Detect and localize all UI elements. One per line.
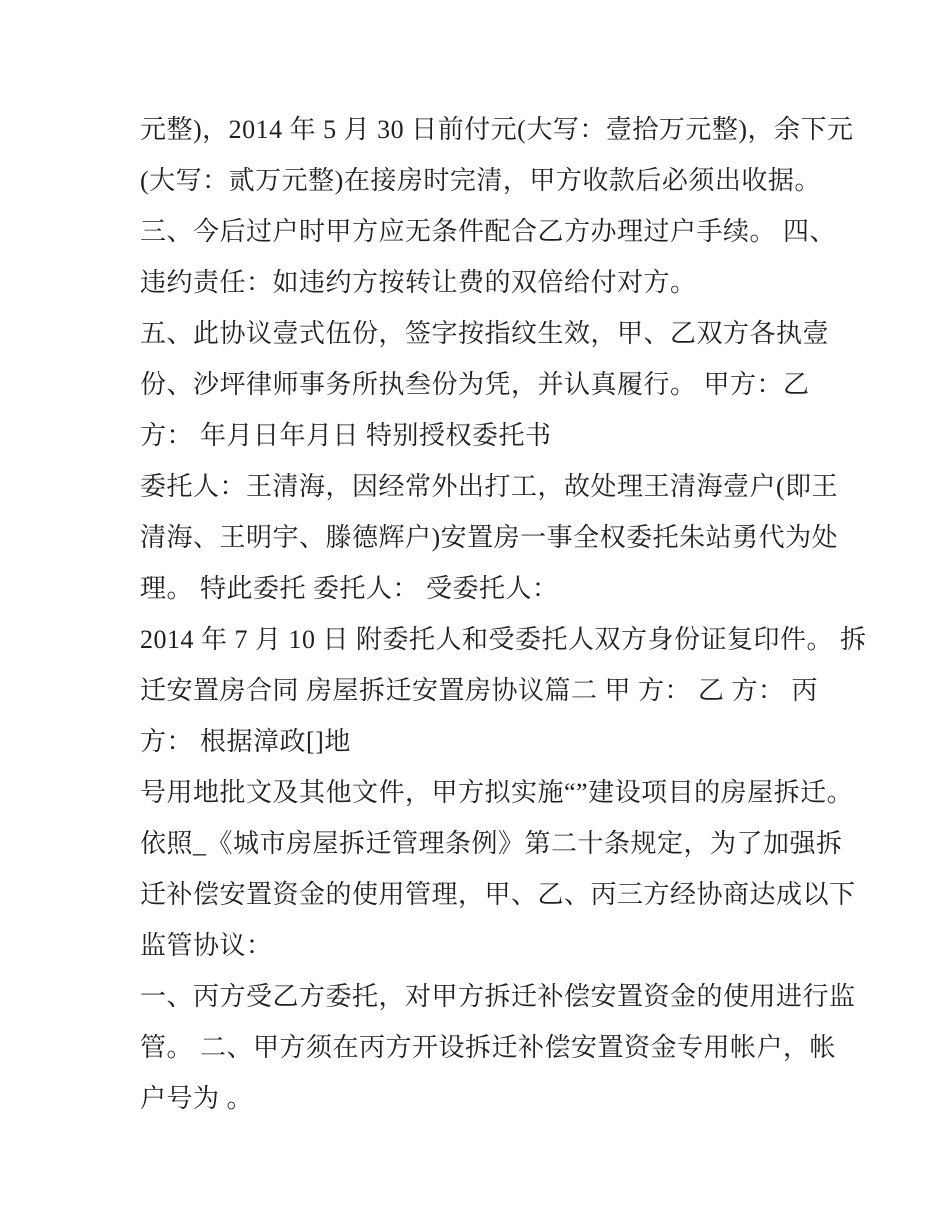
document-line: 份、沙坪律师事务所执叁份为凭，并认真履行。 甲方：乙 — [140, 370, 810, 399]
document-line: 元整)，2014 年 5 月 30 日前付元(大写：壹拾万元整)，余下元 — [140, 115, 854, 144]
document-line: (大写：贰万元整)在接房时完清，甲方收款后必须出收据。 — [140, 166, 821, 195]
document-line: 监管协议： — [140, 931, 273, 960]
document-line: 委托人：王清海，因经常外出打工，故处理王清海壹户(即王 — [140, 472, 839, 501]
document-line: 三、今后过户时甲方应无条件配合乙方办理过户手续。 四、 — [140, 217, 837, 246]
document-line: 理。 特此委托 委托人： 受委托人： — [140, 574, 559, 603]
document-line: 一、丙方受乙方委托，对甲方拆迁补偿安置资金的使用进行监 — [140, 982, 856, 1011]
document-line: 2014 年 7 月 10 日 附委托人和受委托人双方身份证复印件。 拆 — [140, 625, 867, 654]
document-line: 违约责任：如违约方按转让费的双倍给付对方。 — [140, 268, 697, 297]
document-text-block — [140, 104, 880, 1124]
document-line: 管。 二、甲方须在丙方开设拆迁补偿安置资金专用帐户，帐 — [140, 1033, 837, 1062]
document-line: 依照_《城市房屋拆迁管理条例》第二十条规定，为了加强拆 — [140, 829, 843, 858]
document-line: 清海、王明宇、滕德辉户)安置房一事全权委托朱站勇代为处 — [140, 523, 839, 552]
document-line: 方： 根据漳政[]地 — [140, 727, 351, 756]
document-line: 户号为 。 — [140, 1084, 254, 1113]
document-line: 迁安置房合同 房屋拆迁安置房协议篇二 甲 方： 乙 方： 丙 — [140, 676, 819, 705]
document-line: 方： 年月日年月日 特别授权委托书 — [140, 421, 552, 450]
document-line: 迁补偿安置资金的使用管理，甲、乙、丙三方经协商达成以下 — [140, 880, 856, 909]
document-line: 五、此协议壹式伍份，签字按指纹生效，甲、乙双方各执壹 — [140, 319, 830, 348]
document-line: 号用地批文及其他文件，甲方拟实施“”建设项目的房屋拆迁。 — [140, 778, 854, 807]
